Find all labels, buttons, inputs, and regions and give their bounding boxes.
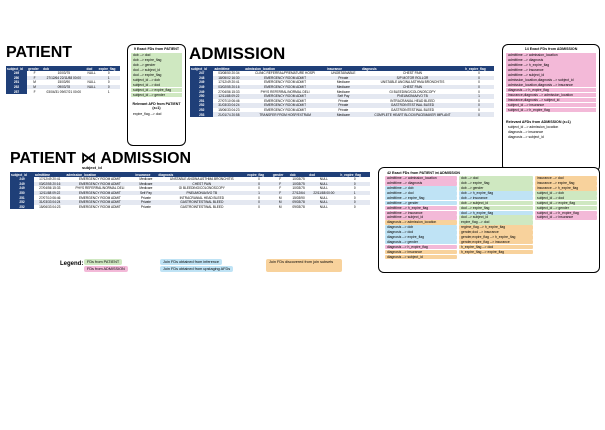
join-fd-item: admittime --> admission_location bbox=[385, 176, 457, 181]
join-fd-item: admittime --> dob bbox=[385, 186, 457, 191]
join-cell: UNSTABLE ANGINA ASTHMA BRONCHITIS bbox=[157, 177, 246, 182]
fd-item: dob --> gender bbox=[131, 63, 182, 68]
join-cell: 10/03/75 bbox=[289, 182, 308, 187]
join-fd-item: subject_id --> insurance bbox=[535, 215, 597, 220]
fd-item: dod --> subject_id bbox=[131, 68, 182, 73]
join-cell: PHYS REFERRAL/NORMAL DELI bbox=[65, 186, 134, 191]
admission-cell: 27/04/56 15:33 bbox=[213, 89, 244, 94]
join-cell: 10/03/75 bbox=[289, 177, 308, 182]
admission-cell: COMPLETE HEART BLOCK/PACEMAKER IMPLANT bbox=[361, 112, 464, 117]
patient-cell: 252 bbox=[6, 85, 27, 90]
admission-cell: EMERGENCY ROOM ADMIT bbox=[244, 85, 326, 90]
admission-cell: Private bbox=[326, 99, 361, 104]
admission-cell: UNSTABLE ANGINA ASTHMA BRONCHITIS bbox=[361, 80, 464, 85]
join-cell: 0 bbox=[246, 205, 271, 210]
fd-item: admittime --> subject_id bbox=[506, 73, 596, 78]
join-fd-item: dob --> insurance bbox=[459, 196, 533, 201]
admission-cell: PNEUMONIA/IVO TB bbox=[361, 94, 464, 99]
admission-cell: 1 bbox=[464, 94, 494, 99]
join-fd-item: dod --> h_expire_flag bbox=[459, 211, 533, 216]
join-fd-item: admittime --> subject_id bbox=[385, 215, 457, 220]
join-fd-item: subject_id --> dod bbox=[535, 196, 597, 201]
join-cell: 15/03/90 bbox=[289, 195, 308, 200]
fd-item: dod --> expire_flag bbox=[131, 73, 182, 78]
join-fd-item: subject_id --> gender bbox=[535, 206, 597, 211]
join-fds-box bbox=[378, 167, 600, 273]
join-fd-item: admittime --> expire_flag bbox=[385, 196, 457, 201]
admission-cell: 248 bbox=[190, 76, 213, 81]
admission-cell: 0 bbox=[464, 108, 494, 113]
join-cell: 0 bbox=[339, 182, 370, 187]
admission-cell: CHEST PAIN bbox=[361, 85, 464, 90]
patient-cell: 15/03/90 bbox=[42, 80, 85, 85]
admission-row bbox=[190, 112, 494, 117]
admission-cell: 03/08/50 20:34 bbox=[213, 71, 244, 76]
join-cell: CHEST PAIN bbox=[157, 182, 246, 187]
join-fd-item: insurance --> h_expire_flag bbox=[535, 186, 597, 191]
join-cell: 251 bbox=[10, 195, 34, 200]
join-cell: Self Pay bbox=[134, 191, 157, 196]
legend-item-inference: Join FDs obtained from inference bbox=[160, 259, 222, 265]
fd-item: admittime --> h_expire_flag bbox=[506, 63, 596, 68]
fd-item: expire_flag --> dod bbox=[133, 112, 162, 117]
join-fd-item: subject_id --> h_expire_flag bbox=[535, 211, 597, 216]
join-fd-item: admittime --> gender bbox=[385, 201, 457, 206]
legend-item-admission: FDs from ADMISSION bbox=[84, 266, 128, 272]
join-fd-item: dod --> subject_id bbox=[459, 215, 533, 220]
fd-item: admittime --> insurance bbox=[506, 68, 596, 73]
join-cell: 252 bbox=[10, 205, 34, 210]
join-fd-item: diagnosis --> subject_id bbox=[385, 255, 457, 260]
join-cell: 249 bbox=[10, 177, 34, 182]
admission-cell: 0 bbox=[464, 99, 494, 104]
admission-cell: 31/03/33 04:24 bbox=[213, 103, 244, 108]
admission-cell: 0 bbox=[464, 103, 494, 108]
admission-cell: 17/12/49 20:41 bbox=[213, 80, 244, 85]
patient-cell: M bbox=[27, 80, 42, 85]
admission-cell: 249 bbox=[190, 80, 213, 85]
join-cell: GASTROINTESTINAL BLEED bbox=[157, 200, 246, 205]
join-cell: NULL bbox=[308, 182, 339, 187]
join-fd-item: dod --> expire_flag bbox=[459, 206, 533, 211]
join-table bbox=[10, 172, 370, 209]
join-fd-item: insurance --> expire_flag bbox=[535, 181, 597, 186]
join-cell: 249 bbox=[10, 182, 34, 187]
patient-cell: 257 bbox=[6, 89, 27, 94]
patient-col-header: expire_flag bbox=[98, 66, 120, 71]
patient-cell bbox=[86, 89, 98, 94]
admission-cell: TRANSFER FROM HOSP/EXTRAM bbox=[244, 112, 326, 117]
join-cell: 12/11/88 09:22 bbox=[34, 191, 65, 196]
admission-cell: 0 bbox=[464, 89, 494, 94]
join-cell: INTRACRANIAL HEAD BLEED bbox=[157, 195, 246, 200]
join-cell: 0 bbox=[339, 200, 370, 205]
admission-table bbox=[190, 66, 494, 117]
join-fd-item: subject_id --> expire_flag bbox=[535, 201, 597, 206]
admission-cell: EMERGENCY ROOM ADMIT bbox=[244, 76, 326, 81]
admission-cell: 27/07/10 06:46 bbox=[213, 99, 244, 104]
patient-cell: 0 bbox=[98, 85, 120, 90]
join-symbol: ⋈ bbox=[80, 148, 97, 167]
join-cell: EMERGENCY ROOM ADMIT bbox=[65, 191, 134, 196]
join-fd-item: diagnosis --> dob bbox=[385, 225, 457, 230]
join-cell: Private bbox=[134, 195, 157, 200]
patient-cell: F bbox=[27, 89, 42, 94]
legend-item-join-subsets: Join FDs discovered from join subsets bbox=[266, 259, 342, 272]
admission-cell: Private bbox=[326, 76, 361, 81]
join-cell: 0 bbox=[246, 177, 271, 182]
join-cell: 10/03/75 bbox=[289, 186, 308, 191]
admission-cell: Private bbox=[326, 108, 361, 113]
admission-cell: 251 bbox=[190, 99, 213, 104]
join-col-header: insurance bbox=[134, 172, 157, 177]
admission-cell: 21/01/74 20:58 bbox=[213, 112, 244, 117]
admission-afd-title: Relevant AFDs from ADMISSION (ε=1) bbox=[506, 119, 571, 124]
admission-cell: 253 bbox=[190, 112, 213, 117]
join-fd-item: admittime --> diagnosis bbox=[385, 181, 457, 186]
admission-cell: UNOBTAINABLE bbox=[326, 71, 361, 76]
fd-item: admittime --> diagnosis bbox=[506, 58, 596, 63]
patient-table bbox=[6, 66, 120, 94]
join-fd-item: subject_id --> dob bbox=[535, 191, 597, 196]
join-fd-item: diagnosis --> h_expire_flag bbox=[385, 245, 457, 250]
patient-title: PATIENT bbox=[6, 44, 73, 61]
join-cell: 0 bbox=[246, 200, 271, 205]
admission-cell: 0 bbox=[464, 71, 494, 76]
join-col-header: admittime bbox=[34, 172, 65, 177]
patient-row bbox=[6, 89, 120, 94]
join-cell: 0 bbox=[339, 177, 370, 182]
admission-cell: Medicare bbox=[326, 80, 361, 85]
join-cell: Medicare bbox=[134, 186, 157, 191]
admission-cell: Private bbox=[326, 103, 361, 108]
fd-item: subject_id --> expire_flag bbox=[131, 88, 182, 93]
join-key-label: subject_id bbox=[82, 165, 102, 170]
join-cell: 0 bbox=[246, 195, 271, 200]
join-fd-item: dob --> dod bbox=[459, 176, 533, 181]
join-cell: 0 bbox=[246, 186, 271, 191]
admission-fds-title: 14 Exact FDs from ADMISSION bbox=[524, 47, 578, 51]
join-cell: GASTROINTESTINAL BLEED bbox=[157, 205, 246, 210]
patient-cell: M bbox=[27, 85, 42, 90]
join-cell: NULL bbox=[308, 177, 339, 182]
join-cell: 03/02/55 20:16 bbox=[34, 182, 65, 187]
admission-cell: 03/02/55 20:16 bbox=[213, 85, 244, 90]
join-fd-item: gender,expire_flag --> h_expire_flag bbox=[459, 235, 533, 240]
join-fd-item: regime_flag --> h_expire_flag bbox=[459, 225, 533, 230]
admission-cell: GI BLEEDING/COLONOSCOPY bbox=[361, 89, 464, 94]
patient-cell: 27/12/64 22/11/88 00:00 bbox=[42, 76, 85, 81]
patient-cell: 1 bbox=[98, 89, 120, 94]
join-col-header: subject_id bbox=[10, 172, 34, 177]
patient-cell: NULL bbox=[87, 85, 96, 90]
join-title-left: PATIENT bbox=[10, 150, 77, 167]
admission-col-header: insurance bbox=[326, 66, 361, 71]
admission-fds-box bbox=[502, 44, 600, 172]
join-cell: Private bbox=[134, 200, 157, 205]
admission-cell: Medicare bbox=[326, 85, 361, 90]
patient-col-header: gender bbox=[27, 66, 42, 71]
fd-item: admission_location,diagnosis --> subject_id bbox=[506, 78, 596, 83]
join-col-header: dob bbox=[289, 172, 308, 177]
join-fd-item: diagnosis --> expire_flag bbox=[385, 235, 457, 240]
join-cell: 17/12/49 20:41 bbox=[34, 177, 65, 182]
fd-item: admission_location,diagnosis --> insurance bbox=[506, 83, 596, 88]
join-fd-item: expire_flag --> dod bbox=[459, 220, 533, 225]
patient-cell: 250 bbox=[6, 76, 27, 81]
join-cell: PNEUMONIA/IVO TB bbox=[157, 191, 246, 196]
fd-item: diagnosis --> subject_id bbox=[508, 134, 544, 139]
admission-cell: 249 bbox=[190, 89, 213, 94]
admission-title: ADMISSION bbox=[189, 44, 286, 63]
join-fd-item: diagnosis --> dod bbox=[385, 230, 457, 235]
admission-col-header: subject_id bbox=[190, 66, 213, 71]
join-fd-item: insurance --> dod bbox=[535, 176, 597, 181]
join-fd-item: dob --> expire_flag bbox=[459, 181, 533, 186]
admission-cell: INTRACRANIAL HEAD BLEED bbox=[361, 99, 464, 104]
admission-cell: Medicare bbox=[326, 112, 361, 117]
admission-cell: S/P MOTOR ROLLOR bbox=[361, 76, 464, 81]
admission-cell: CHEST PAIN bbox=[361, 71, 464, 76]
patient-cell: 0 bbox=[98, 80, 120, 85]
admission-cell: 15/06/33 04:23 bbox=[213, 108, 244, 113]
join-fd-item: gender,expire_flag --> insurance bbox=[459, 240, 533, 245]
admission-cell: EMERGENCY ROOM ADMIT bbox=[244, 108, 326, 113]
patient-cell: 10/03/75 bbox=[42, 71, 85, 76]
join-cell: 0 bbox=[339, 195, 370, 200]
join-cell: 09/03/78 bbox=[289, 200, 308, 205]
fd-item: subject_id --> insurance bbox=[506, 103, 596, 108]
admission-cell: EMERGENCY ROOM ADMIT bbox=[244, 94, 326, 99]
join-cell: EMERGENCY ROOM ADMIT bbox=[65, 205, 134, 210]
join-cell: NULL bbox=[308, 205, 339, 210]
join-cell: 250 bbox=[10, 191, 34, 196]
admission-cell: 0 bbox=[464, 85, 494, 90]
join-cell: M bbox=[272, 195, 289, 200]
join-cell: Medicare bbox=[134, 177, 157, 182]
admission-col-header: admission_location bbox=[244, 66, 326, 71]
fd-item: diagnosis --> insurance bbox=[508, 129, 544, 134]
admission-cell: 18/05/02 16:30 bbox=[213, 76, 244, 81]
fd-item: insurance,diagnosis --> subject_id bbox=[506, 98, 596, 103]
join-fd-item: h_expire_flag --> expire_flag bbox=[459, 250, 533, 255]
join-fd-item: diagnosis --> gender bbox=[385, 240, 457, 245]
join-cell: F bbox=[272, 177, 289, 182]
join-cell: EMERGENCY ROOM ADMIT bbox=[65, 182, 134, 187]
join-fd-item: dob --> gender bbox=[459, 186, 533, 191]
admission-cell: Self Pay bbox=[326, 94, 361, 99]
join-cell: GI BLEEDING/COLONOSCOPY bbox=[157, 186, 246, 191]
fd-item: subject_id --> admission_location bbox=[508, 124, 559, 129]
join-cell: F bbox=[272, 182, 289, 187]
join-cell: F bbox=[272, 186, 289, 191]
patient-fds-box bbox=[127, 44, 186, 146]
fd-item: subject_id --> h_expire_flag bbox=[506, 108, 596, 113]
admission-col-header: h_expire_flag bbox=[464, 66, 494, 71]
join-cell: NULL bbox=[308, 195, 339, 200]
admission-cell: 250 bbox=[190, 94, 213, 99]
join-title-right: ADMISSION bbox=[100, 150, 192, 167]
join-col-header: expire_flag bbox=[246, 172, 271, 177]
join-cell: 27/04/56 15:33 bbox=[34, 186, 65, 191]
join-cell: Medicare bbox=[134, 182, 157, 187]
join-fd-item: dob --> subject_id bbox=[459, 201, 533, 206]
join-cell: 31/03/33 04:24 bbox=[34, 200, 65, 205]
fd-item: diagnosis --> h_expire_flag bbox=[506, 88, 596, 93]
patient-cell: F bbox=[27, 71, 42, 76]
patient-afd-title: Relevant AFD from PATIENT (ε=1) bbox=[132, 101, 181, 111]
admission-cell: 0 bbox=[464, 112, 494, 117]
patient-cell: F bbox=[27, 76, 42, 81]
join-cell: F bbox=[272, 191, 289, 196]
join-cell: M bbox=[272, 205, 289, 210]
join-cell: 1 bbox=[339, 191, 370, 196]
patient-cell: NULL bbox=[87, 80, 96, 85]
admission-cell: 249 bbox=[190, 85, 213, 90]
join-cell: 0 bbox=[339, 205, 370, 210]
join-fd-item: h_expire_flag --> dod bbox=[459, 245, 533, 250]
join-cell: EMERGENCY ROOM ADMIT bbox=[65, 177, 134, 182]
admission-cell: 0 bbox=[464, 80, 494, 85]
fd-item: subject_id --> gender bbox=[131, 93, 182, 98]
join-cell: EMERGENCY ROOM ADMIT bbox=[65, 200, 134, 205]
fd-item: dob --> dod bbox=[131, 53, 182, 58]
join-cell: 0 bbox=[246, 182, 271, 187]
join-cell: 27/12/64 bbox=[289, 191, 308, 196]
join-cell: M bbox=[272, 200, 289, 205]
admission-cell: 247 bbox=[190, 71, 213, 76]
join-cell: Private bbox=[134, 205, 157, 210]
admission-cell: EMERGENCY ROOM ADMIT bbox=[244, 80, 326, 85]
join-cell: 252 bbox=[10, 200, 34, 205]
join-fd-item: gender,dod --> insurance bbox=[459, 230, 533, 235]
join-cell: NULL bbox=[308, 186, 339, 191]
join-fd-item: dob --> h_expire_flag bbox=[459, 191, 533, 196]
fd-item: subject_id --> dod bbox=[131, 83, 182, 88]
admission-cell: Medicare bbox=[326, 89, 361, 94]
join-fd-item: diagnosis --> insurance bbox=[385, 250, 457, 255]
join-fd-item: admittime --> h_expire_flag bbox=[385, 206, 457, 211]
patient-col-header: dod bbox=[86, 66, 98, 71]
admission-cell: GASTROINTESTINAL BLEED bbox=[361, 108, 464, 113]
legend-item-upstaging: Join FDs obtained from upstaging AFDs bbox=[160, 266, 233, 272]
join-cell: 27/07/10 06:46 bbox=[34, 195, 65, 200]
join-cell: 15/06/33 04:23 bbox=[34, 205, 65, 210]
admission-cell: 252 bbox=[190, 103, 213, 108]
join-fds-title: 42 Exact FDs from PATIENT ⋈ ADMISSION bbox=[387, 171, 461, 175]
admission-cell: 0 bbox=[464, 76, 494, 81]
join-col-header: dod bbox=[308, 172, 339, 177]
admission-cell: EMERGENCY ROOM ADMIT bbox=[244, 103, 326, 108]
patient-cell: 03/04/31 09/07/21 00:00 bbox=[42, 89, 85, 94]
join-row bbox=[10, 205, 370, 210]
patient-cell: 249 bbox=[6, 71, 27, 76]
join-cell: 0 bbox=[339, 186, 370, 191]
admission-cell: GASTROINTESTINAL BLEED bbox=[361, 103, 464, 108]
join-cell: EMERGENCY ROOM ADMIT bbox=[65, 195, 134, 200]
legend-title: Legend: bbox=[60, 261, 84, 267]
join-cell: 249 bbox=[10, 186, 34, 191]
admission-col-header: admittime bbox=[213, 66, 244, 71]
patient-cell: 251 bbox=[6, 80, 27, 85]
join-fd-item: admittime --> insurance bbox=[385, 211, 457, 216]
join-col-header: admission_location bbox=[65, 172, 134, 177]
join-fd-item: diagnosis --> admission_location bbox=[385, 220, 457, 225]
admission-col-header: diagnosis bbox=[361, 66, 464, 71]
join-col-header: gender bbox=[272, 172, 289, 177]
join-col-header: diagnosis bbox=[157, 172, 246, 177]
legend-item-patient: FDs from PATIENT bbox=[84, 259, 122, 265]
fd-item: admittime --> admission_location bbox=[506, 53, 596, 58]
legend bbox=[60, 259, 372, 275]
patient-col-header: dob bbox=[42, 66, 85, 71]
patient-cell: NULL bbox=[87, 71, 96, 76]
admission-cell: CLINIC REFERRAL/PREMATURE HOSPI bbox=[244, 71, 326, 76]
patient-fds-title: 9 Exact FDs from PATIENT bbox=[133, 47, 180, 51]
patient-cell: 0 bbox=[98, 71, 120, 76]
admission-cell: 252 bbox=[190, 108, 213, 113]
patient-col-header: subject_id bbox=[6, 66, 27, 71]
join-cell: 09/03/78 bbox=[289, 205, 308, 210]
fd-item: insurance,diagnosis --> admission_location bbox=[506, 93, 596, 98]
join-fd-item: admittime --> dod bbox=[385, 191, 457, 196]
fd-item: subject_id --> dob bbox=[131, 78, 182, 83]
patient-cell: 1 bbox=[98, 76, 120, 81]
admission-cell: EMERGENCY ROOM ADMIT bbox=[244, 99, 326, 104]
join-col-header: h_expire_flag bbox=[339, 172, 370, 177]
patient-cell: 09/03/78 bbox=[42, 85, 85, 90]
fd-item: dob --> expire_flag bbox=[131, 58, 182, 63]
join-cell: 22/11/88 00:00 bbox=[308, 191, 339, 196]
join-cell: 1 bbox=[246, 191, 271, 196]
admission-cell: 12/11/88 09:22 bbox=[213, 94, 244, 99]
join-cell: NULL bbox=[308, 200, 339, 205]
admission-cell: PHYS REFERRAL/NORMAL DELI bbox=[244, 89, 326, 94]
